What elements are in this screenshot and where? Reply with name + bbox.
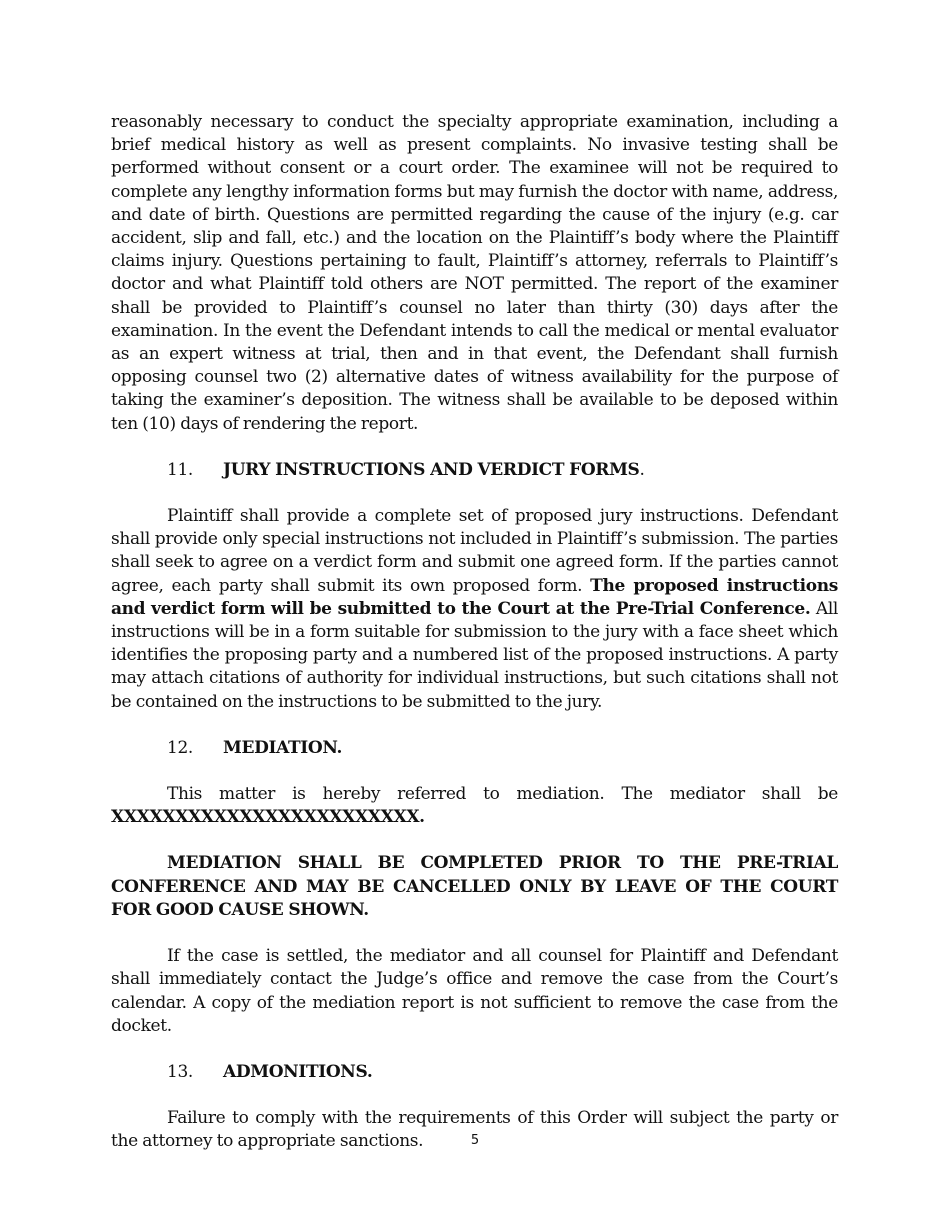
section-11-body (111, 505, 838, 714)
section-11-text-a: Plaintiff shall provide a complete set of proposed jury instructions. Defendant shall provide only special instructions not included in Plaintiff’s submission. The parties shall seek to agree on a verdict form and submit one agreed form. If the parties cannot agree, each party shall submit its own proposed form. (111, 506, 838, 596)
section-11-text-bold: The proposed instructions and verdict form will be submitted to the Court at the Pre-Trial Conference. (111, 575, 839, 619)
paragraph-examination: reasonably necessary to conduct the specialty appropriate examination, including a brief medical history as well as present complaints. No invasive testing shall be performed without consent or a court order. The examinee will not be required to complete any lengthy information forms but may furnish the doctor with name, address, and date of birth. Questions are permitted regarding the cause of the injury (e.g. car accident, slip and fall, etc.) and the location on the Plaintiff’s body where the Plaintiff claims injury. Questions pertaining to fault, Plaintiff’s attorney, referrals to Plaintiff’s doctor and what Plaintiff told others are NOT permitted. The report of the examiner shall be provided to Plaintiff’s counsel no later than thirty (30) days after the examination. In the event the Defendant intends to call the medical or mental evaluator as an expert witness at trial, then and in that event, the Defendant shall furnish opposing counsel two (2) alternative dates of witness availability for the purpose of taking the examiner’s deposition. The witness shall be available to be deposed within ten (10) days of rendering the report. (111, 112, 838, 434)
section-13-title: ADMONITIONS. (223, 1061, 373, 1082)
mediator-name: XXXXXXXXXXXXXXXXXXXXXXXX. (111, 807, 425, 828)
section-12-number: 12. (167, 737, 193, 758)
section-12-heading (111, 737, 838, 760)
document-page (111, 111, 838, 1154)
section-13-number: 13. (167, 1061, 193, 1082)
section-11-title-suffix: . (639, 459, 645, 480)
mediation-notice: MEDIATION SHALL BE COMPLETED PRIOR TO THE PRE-TRIAL CONFERENCE AND MAY BE CANCELLED ONLY BY LEAVE OF THE COURT FOR GOOD CAUSE SHOWN. (111, 853, 838, 920)
section-12-settled: If the case is settled, the mediator and all counsel for Plaintiff and Defendant shall immediately contact the Judge’s office and remove the case from the Court’s calendar. A copy of the mediation report is not sufficient to remove the case from the docket. (111, 946, 838, 1036)
section-13-body: Failure to comply with the requirements of this Order will subject the party or the attorney to appropriate sanctions. (111, 1108, 838, 1152)
section-12-text-a: This matter is hereby referred to mediation. The mediator shall be (167, 784, 838, 805)
section-11-number: 11. (167, 459, 193, 480)
section-11-text-b: All instructions will be in a form suitable for submission to the jury with a face sheet which identifies the proposing party and a numbered list of the proposed instructions. A party may attach citations of authority for individual instructions, but such citations shall not be contained on the instructions to be submitted to the jury. (111, 598, 838, 712)
section-11-title: JURY INSTRUCTIONS AND VERDICT FORMS (223, 459, 640, 480)
section-12-body (111, 783, 838, 829)
section-12-title: MEDIATION. (223, 737, 343, 758)
page-number: 5 (470, 1133, 480, 1148)
section-11-heading (111, 459, 838, 482)
section-13-heading (111, 1061, 838, 1084)
